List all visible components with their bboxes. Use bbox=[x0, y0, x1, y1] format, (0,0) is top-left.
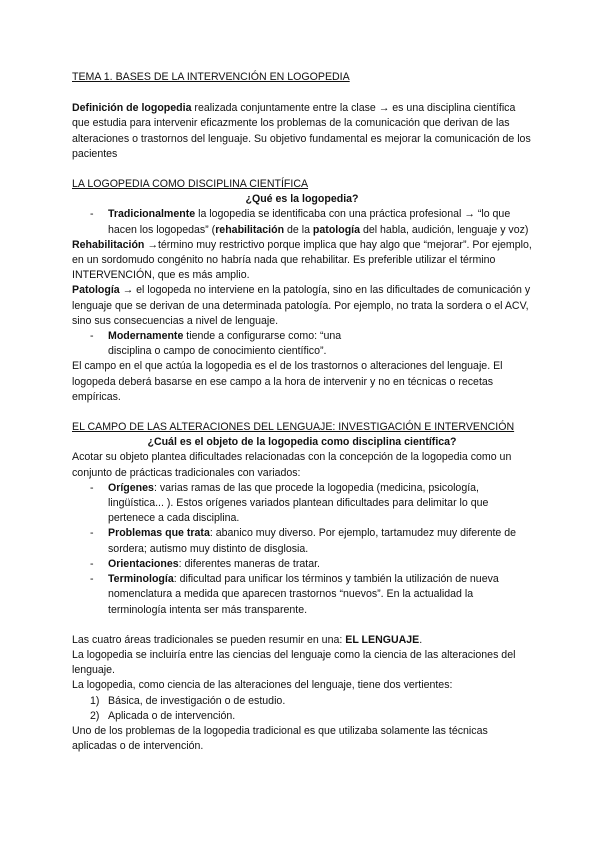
item-text: Básica, de investigación o de estudio. bbox=[108, 694, 286, 707]
trad-text-2: de la bbox=[284, 223, 313, 236]
definicion-paragraph bbox=[72, 101, 532, 162]
cuatro-end: . bbox=[419, 633, 423, 646]
item-text: : dificultad para unificar los términos y también la utilización de nueva nomenclatura a medida que aparecen trastornos “nuevos”. En la actualidad la terminología intenta ser más transparente. bbox=[108, 573, 499, 616]
document-title: TEMA 1. BASES DE LA INTERVENCIÓN EN LOGOPEDIA bbox=[72, 71, 350, 83]
list-item bbox=[72, 481, 532, 527]
list-item bbox=[72, 526, 532, 556]
item-text: : varias ramas de las que procede la logopedia (medicina, psicología, lingüística... ). Estos orígenes variados plantean dificultades para delimitar lo que pertenece a cada disciplina. bbox=[108, 481, 489, 525]
item-number: 2) bbox=[90, 709, 100, 722]
list-item bbox=[72, 329, 532, 359]
definicion-text: realizada conjuntamente entre la clase → es una disciplina científica que estudia para intervenir eficazmente los problemas de la comunicación que derivan de las alteraciones o trastornos del lenguaje. Su objetivo fundamental es mejorar la comunicación de los pacientes bbox=[72, 102, 531, 160]
modernamente-term: Modernamente bbox=[108, 330, 184, 343]
item-term: Terminología bbox=[108, 573, 174, 586]
vertientes-list bbox=[72, 694, 532, 724]
section2-question bbox=[72, 435, 532, 450]
patologia-text: → el logopeda no interviene en la patología, sino en las dificultades de comunicación y lenguaje que se derivan de una determinada patología. Por ejemplo, no trata la sordera o el ACV, sino sus consecuencias a nivel de lenguaje. bbox=[72, 284, 531, 327]
vertientes-paragraph: La logopedia, como ciencia de las alteraciones del lenguaje, tiene dos vertientes: bbox=[72, 679, 453, 692]
list-item bbox=[72, 557, 532, 572]
tradicionalmente-term: Tradicionalmente bbox=[108, 208, 196, 221]
item-term: Problemas que trata bbox=[108, 527, 210, 540]
item-number: 1) bbox=[90, 694, 100, 707]
trad-text-1: la logopedia se identificaba con una práctica profesional → “lo que hacen los logopedas” ( bbox=[108, 208, 511, 236]
rehabilitacion-term: Rehabilitación bbox=[72, 238, 145, 251]
document-page bbox=[72, 70, 532, 754]
item-text: : diferentes maneras de tratar. bbox=[178, 557, 320, 570]
section1-question-text: ¿Qué es la logopedia? bbox=[245, 193, 359, 206]
rehabilitacion-text: →término muy restrictivo porque implica que hay algo que “mejorar”. Por ejemplo, en un sordomudo congénito no habría nada que rehabilitar. Es preferible utilizar el término INTERVENCIÓN, que es más amplio. bbox=[72, 238, 532, 282]
cuatro-areas-paragraph bbox=[72, 633, 532, 648]
el-lenguaje-bold: EL LENGUAJE bbox=[345, 633, 420, 646]
variados-list bbox=[72, 481, 532, 618]
problema-paragraph: Uno de los problemas de la logopedia tradicional es que utilizaba solamente las técnicas aplicadas o de intervención. bbox=[72, 724, 488, 753]
item-term: Orígenes bbox=[108, 481, 154, 494]
section1-question bbox=[72, 192, 532, 207]
item-text: Aplicada o de intervención. bbox=[108, 709, 236, 722]
patologia-paragraph bbox=[72, 283, 532, 329]
section2-heading: EL CAMPO DE LAS ALTERACIONES DEL LENGUAJE: INVESTIGACIÓN E INTERVENCIÓN bbox=[72, 421, 515, 434]
section1-heading: LA LOGOPEDIA COMO DISCIPLINA CIENTÍFICA bbox=[72, 178, 309, 191]
list-item bbox=[72, 207, 532, 237]
trad-bold-1: rehabilitación bbox=[215, 223, 285, 236]
ciencia-paragraph: La logopedia se incluiría entre las ciencias del lenguaje como la ciencia de las alteraciones del lenguaje. bbox=[72, 648, 516, 677]
campo-paragraph: El campo en el que actúa la logopedia es el de los trastornos o alteraciones del lenguaje. El logopeda deberá basarse en ese campo a la hora de intervenir y no en técnicas o recetas empíricas. bbox=[72, 360, 503, 403]
modernamente-text: tiende a configurarse como: “una disciplina o campo de conocimiento científico”. bbox=[108, 330, 342, 358]
trad-text-3: del habla, audición, lenguaje y voz) bbox=[360, 223, 529, 236]
definicion-term: Definición de logopedia bbox=[72, 102, 192, 115]
patologia-term: Patología bbox=[72, 284, 120, 297]
cuatro-text: Las cuatro áreas tradicionales se pueden resumir en una: bbox=[72, 633, 346, 646]
modernamente-list bbox=[72, 329, 532, 359]
list-item bbox=[72, 694, 532, 709]
list-item bbox=[72, 572, 532, 618]
trad-bold-2: patología bbox=[312, 223, 361, 236]
section2-question-text: ¿Cuál es el objeto de la logopedia como disciplina científica? bbox=[147, 436, 457, 449]
list-item bbox=[72, 709, 532, 724]
acotar-paragraph: Acotar su objeto plantea dificultades relacionadas con la concepción de la logopedia como un conjunto de prácticas tradicionales con variados: bbox=[72, 451, 512, 479]
item-text: : abanico muy diverso. Por ejemplo, tartamudez muy diferente de sordera; autismo muy distinto de disglosia. bbox=[108, 527, 517, 555]
tradicionalmente-list bbox=[72, 207, 532, 237]
rehabilitacion-paragraph bbox=[72, 238, 532, 284]
item-term: Orientaciones bbox=[108, 557, 179, 570]
